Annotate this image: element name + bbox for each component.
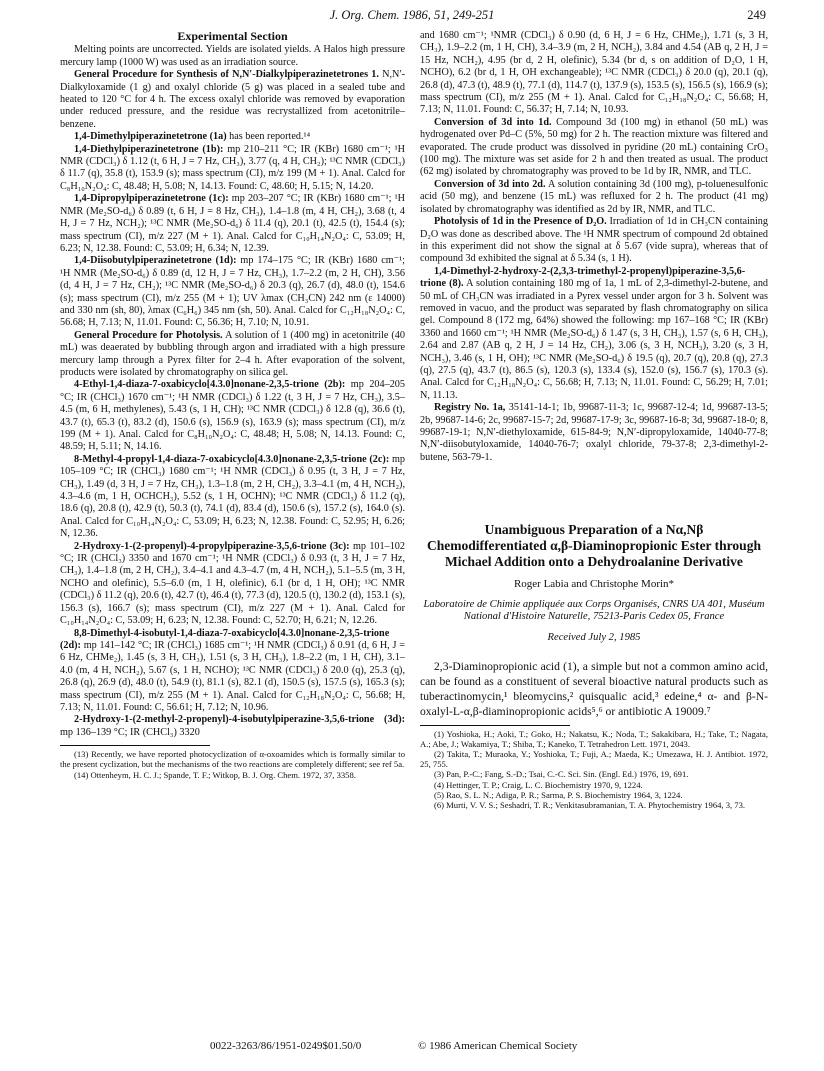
paragraph — [60, 454, 405, 541]
article-authors: Roger Labia and Christophe Morin* — [513, 578, 675, 591]
footnote: (1) Yoshioka, H.; Aoki, T.; Goko, H.; Nakatsu, K.; Noda, T.; Sakakibara, H.; Take, T.; Nagata, A.; Abe, J.; Wakamiya, T.; Shiba, T.; Kaneko, T. Tetrahedron Lett. 1971, 2043. — [420, 728, 768, 749]
footnote: (5) Rao, S. L. N.; Adiga, P. R.; Sarma, P. S. Biochemistry 1964, 3, 1224. — [434, 789, 683, 800]
paragraph-heading: Conversion of 3d into 1d. — [434, 116, 552, 128]
paragraph-text: has been reported.¹⁴ — [226, 131, 311, 143]
article-code: 0022-3263/86/1951-0249$01.50/0 — [210, 1040, 362, 1052]
footnote: (6) Murti, V. V. S.; Seshadri, T. R.; Venkitasubramanian, T. A. Phytochemistry 1964, 3, 73. — [434, 800, 746, 811]
paragraph — [420, 117, 768, 179]
paragraph — [420, 402, 768, 464]
received-date: Received July 2, 1985 — [547, 632, 641, 644]
left-footnotes — [60, 749, 405, 780]
paragraph-text: mp 203–207 °C; IR (KBr) 1680 cm⁻¹; ¹H NMR (Me₂SO-d₆) δ 0.89 (t, 6 H, J = 8 Hz, CH₃), 1.4–1.8 (m, 4 H, CH₂), 3.68 (t, 4 H, J = 7 Hz, NCH₂); ¹³C NMR (Me₂SO-d₆) δ 11.4 (q), 20.1 (t), 42.5 (t), 154.4 (s); mass spectrum (CI), m/z 227 (M + 1). Anal. Calcd for C₁₀H₁₄N₂O₄: C, 53.09; H, 6.23; N, 12.38. Found: C, 53.09; H, 6.34; N, 12.39. — [60, 193, 406, 254]
article-header — [420, 522, 768, 644]
paragraph — [60, 44, 405, 69]
paragraph-heading: 8,8-Dimethyl-4-isobutyl-1,4-diaza-7-oxabicyclo[4.3.0]nonane-2,3,5-trione (2d): — [60, 627, 390, 651]
paragraph — [60, 69, 405, 131]
paragraph-text: mp 136–139 °C; IR (CHCl₃) 3320 — [60, 726, 200, 738]
paragraph-heading: Registry No. 1a, — [434, 402, 506, 414]
paragraph — [60, 628, 405, 715]
paragraph — [60, 193, 405, 255]
paragraph-heading: 1,4-Dimethyl-2-hydroxy-2-(2,3,3-trimethyl-2-propenyl)piperazine-3,5,6-trione (8). — [420, 265, 746, 290]
footnote: (14) Ottenheym, H. C. J.; Spande, T. F.; Witkop, B. J. Org. Chem. 1972, 37, 3358. — [74, 769, 356, 780]
paragraph — [60, 541, 405, 628]
paragraph-text: mp 101–102 °C; IR (CHCl₃) 3350 and 1670 cm⁻¹; ¹H NMR (CDCl₃) δ 0.93 (t, 3 H, J = 7 Hz, CH₃), 1.4–1.8 (m, 2 H, CH₂), 3.4–4.1 and 4.3–4.7 (m, 4 H, NCH₂), 5.1–5.5 (m, 3 H, NCHO and olefinic), 5.5–6.0 (m, 1 H, olefinic), 6.1 (br d, 1 H, OH); ¹³C NMR (CDCl₃) δ 11.2 (q), 20.6 (t), 42.7 (t), 46.4 (t), 77.3 (d), 120.5 (t), 130.2 (d), 153.1 (s), 156.3 (s), 166.7 (s); mass spectrum (CI), m/z 227 (M + 1). Anal. Calcd for C₁₀H₁₄N₂O₄: C, 53.09; H, 6.23; N, 12.38. Found: C, 52.70; H, 6.21; N, 12.26. — [60, 540, 405, 627]
continued-paragraphs — [420, 30, 768, 464]
footnote-rule — [60, 745, 210, 746]
paragraph — [60, 330, 405, 380]
paragraph-heading: 4-Ethyl-1,4-diaza-7-oxabicyclo[4.3.0]nonane-2,3,5-trione (2b): — [74, 379, 346, 391]
paragraph-text: A solution containing 3d (100 mg), p-toluenesulfonic acid (50 mg), and benzene (15 mL) was refluxed for 2 h. The product (41 mg) isolated by chromatography was identified as 2d by IR, NMR, and TLC. — [420, 178, 768, 215]
page-number: 249 — [747, 8, 766, 22]
paragraph-heading: 1,4-Diisobutylpiperazinetetrone (1d): — [74, 255, 237, 267]
article-intro: 2,3-Diaminopropionic acid (1), a simple but not a common amino acid, can be found as a constituent of several bioactive natural products such as tuberactinomycin,¹ bleomycins,² quisqualic acid,³ edeine,⁴ α- and β-N-oxalyl-L-α,β-diaminopropionic acids⁵,⁶ or antibiotic A 19009.⁷ — [420, 659, 768, 718]
footnote: (2) Takita, T.; Muraoka, Y.; Yoshioka, T.; Fuji, A.; Maeda, K.; Umezawa, H. J. Antibiot. 1972, 25, 755. — [420, 749, 768, 770]
footnote: (4) Hettinger, T. P.; Craig, L. C. Biochemistry 1970, 9, 1224. — [434, 779, 643, 790]
paragraph-text: mp 210–211 °C; IR (KBr) 1680 cm⁻¹; ¹H NMR (CDCl₃) δ 1.12 (t, 6 H, J = 7 Hz, CH₃), 3.77 (q, 4 H, CH₂); ¹³C NMR (CDCl₃) δ 11.7 (q), 35.8 (t), 153.9 (s); mass spectrum (CI), m/z 199 (M + 1). Anal. Calcd for C₈H₁₀N₂O₄: C, 48.48; H, 5.08; N, 14.13. Found: C, 48.60; H, 5.15; N, 14.20. — [60, 143, 405, 192]
paragraph — [60, 144, 405, 194]
section-title: Experimental Section — [177, 29, 288, 43]
paragraph — [420, 266, 768, 402]
paragraph — [420, 179, 768, 216]
paragraph-text: A solution of 1 (400 mg) in acetonitrile (40 mL) was deaerated by bubbling through argon and irradiated with a high pressure mercury lamp through a Pyrex filter for 2–4 h. After evaporation of the solvent, products were isolated by chromatography on silica gel. — [60, 329, 405, 378]
paragraph-text: A solution containing 180 mg of 1a, 1 mL of 2,3-dimethyl-2-butene, and 50 mL of CH₃CN was irradiated in a Pyrex vessel under argon for 3 h. Solvent was removed in vacuo, and the product was separated by flash chromatography on silica gel. Compound 8 (172 mg, 64%) showed the following: mp 167–168 °C; IR (KBr) 3360 and 1660 cm⁻¹; ¹H NMR (Me₂SO-d₆) δ 1.47 (s, 3 H, CH₃), 1.57 (s, 6 H, CH₃), 2.64 and 2.87 (AB q, 2 H, J = 14 Hz, CH₂), 3.06 (s, 3 H, NCH₃), 3.20 (s, 3 H, NCH₃), 3.46 (s, 1 H, OH); ¹³C NMR (Me₂SO-d₆) δ 19.5 (q), 20.7 (q), 20.8 (q), 27.3 (q), 27.5 (q), 43.7 (t), 86.5 (s), 120.3 (s), 133.4 (s), 152.0 (s), 156.7 (s), 170.3 (s). Anal. Calcd for C₁₂H₁₈N₂O₄: C, 56.68; H, 7.13; N, 11.01. Found: C, 56.29; H, 7.01; N, 11.13. — [420, 278, 769, 401]
paragraph-heading: Conversion of 3d into 2d. — [434, 178, 546, 190]
copyright: © 1986 American Chemical Society — [418, 1040, 578, 1052]
footnote: (13) Recently, we have reported photocyclization of α-oxoamides which is formally similar to the present cyclization, but the mechanisms of the two reactions are completely different; see ref 5a. — [60, 749, 405, 770]
paragraph — [60, 131, 405, 143]
left-column — [60, 30, 405, 780]
paragraph-text: and 1680 cm⁻¹; ¹NMR (CDCl₃) δ 0.90 (d, 6 H, J = 6 Hz, CHMe₂), 1.71 (s, 3 H, CH₃), 1.9–2.2 (m, 1 H, CH), 3.4–3.9 (m, 2 H, NCH₂), 3.84 and 4.54 (AB q, 2 H, J = 15 Hz, NCH₂), 4.95 (br d, 2 H, olefinic), 5.34 (br d, s on addition of D₂O, 1 H, NCHO), 6.2 (br d, 1 H, OH exchangeable); ¹³C NMR (CDCl₃) δ 20.0 (q), 20.1 (q), 26.8 (d), 47.3 (t), 48.9 (t), 77.1 (d), 114.7 (t), 137.9 (s), 153.5 (s), 156.5 (s), 166.9 (s); mass spectrum (CI), m/z 255 (M + 1). Anal. Calcd for C₁₂H₁₈N₂O₄: C, 56.68; H, 7.13; N, 11.01. Found: C, 56.37; H, 7.14; N, 10.93. — [420, 30, 768, 116]
paragraph-text: N,N′-Dialkyloxamide (1 g) and oxalyl chloride (5 g) was placed in a sealed tube and heated to 120 °C for 4 h. The excess oxalyl chloride was removed by evaporation under reduced pressure, and the residue was recrystallized from acetonitrile–benzene. — [60, 69, 405, 130]
paragraph-heading: 2-Hydroxy-1-(2-methyl-2-propenyl)-4-isobutylpiperazine-3,5,6-trione (3d): — [74, 714, 405, 726]
article-affiliation: Laboratoire de Chimie appliquée aux Corps Organisés, CNRS UA 401, Muséum National d'Histoire Naturelle, 75213-Paris Cedex 05, France — [423, 598, 765, 623]
paragraph — [60, 714, 405, 739]
footnote: (3) Pan, P.-C.; Fang, S.-D.; Tsai, C.-C. Sci. Sin. (Engl. Ed.) 1976, 19, 691. — [434, 769, 689, 780]
paragraph-heading: 8-Methyl-4-propyl-1,4-diaza-7-oxabicyclo[4.3.0]nonane-2,3,5-trione (2c): — [74, 453, 390, 465]
running-head: J. Org. Chem. 1986, 51, 249-251 — [329, 8, 495, 22]
experimental-paragraphs — [60, 44, 405, 739]
paragraph-heading: 2-Hydroxy-1-(2-propenyl)-4-propylpiperazine-3,5,6-trione (3c): — [74, 540, 350, 552]
paragraph-heading: General Procedure for Synthesis of N,N′-Dialkylpiperazinetetrones 1. — [74, 69, 379, 81]
paragraph — [60, 255, 405, 329]
right-footnotes — [420, 729, 768, 811]
paragraph-text: Melting points are uncorrected. Yields are isolated yields. A Halos high pressure mercury lamp (1000 W) was used as an irradiation source. — [60, 44, 405, 68]
paragraph-text: 35141-14-1; 1b, 99687-11-3; 1c, 99687-12-4; 1d, 99687-13-5; 2b, 99687-14-6; 2c, 99687-15-7; 2d, 99687-17-9; 3c, 99687-16-8; 3d, 99687-18-0; 8, 99687-19-1; N,N′-diethyloxamide, 615-84-9; N,N′-dipropyloxamide, 14040-77-8; N,N′-diisobutyloxamide, 14040-76-7; oxalyl chloride, 79-37-8; 2,3-dimethyl-2-butene, 563-79-1. — [420, 402, 769, 463]
paragraph-heading: 1,4-Dimethylpiperazinetetrone (1a) — [74, 131, 227, 143]
paragraph — [60, 379, 405, 453]
paragraph — [420, 30, 768, 117]
footnote-rule — [420, 725, 570, 726]
paragraph-text: mp 105–109 °C; IR (CHCl₃) 1680 cm⁻¹; ¹H NMR (CDCl₃) δ 0.95 (t, 3 H, J = 7 Hz, CH₃), 1.49 (d, 3 H, J = 7 Hz, CH₃), 1.3–1.8 (m, 2 H, CH₂), 3.3–4.1 (m, 4 H, NCH₂), 4.3–4.6 (m, 1 H, OCHCH₃), 5.52 (s, 1 H, OCHN); ¹³C NMR (CDCl₃) δ 11.2 (q), 18.6 (q), 20.8 (t), 42.9 (t), 50.3 (t), 74.1 (d), 83.4 (d), 150.6 (s), 157.2 (s), 164.0 (s). Anal. Calcd for C₁₀H₁₄N₂O₄: C, 53.09; H, 6.23; N, 12.38. Found: C, 52.95; H, 6.26; N, 12.36. — [60, 453, 405, 540]
paragraph-heading: General Procedure for Photolysis. — [74, 329, 223, 341]
paragraph-text: mp 204–205 °C; IR (CHCl₃) 1670 cm⁻¹; ¹H NMR (CDCl₃) δ 1.22 (t, 3 H, J = 7 Hz, CH₃), 3.5–4.5 (m, 6 H, methylenes), 5.43 (s, 1 H, CH); ¹³C NMR (CDCl₃) δ 12.8 (q), 36.6 (t), 43.7 (t), 65.3 (t), 83.2 (d), 150.6 (s), 156.9 (s), 163.9 (s); mass spectrum (CI), m/z 199 (M + 1). Anal. Calcd for C₈H₁₀N₂O₄: C, 48.48; H, 5.08; N, 14.13. Found: C, 48.59; H, 5.11; N, 14.16. — [60, 379, 405, 453]
paragraph-text: Irradiation of 1d in CH₃CN containing D₂O was done as described above. The ¹H NMR spectrum of compound 2d obtained in this experiment did not show the signal at δ 5.67 (vide supra), whereas that of compound 3d exhibited the signal at δ 5.34 (s, 1 H). — [420, 216, 768, 265]
paragraph — [420, 216, 768, 266]
page-header — [0, 6, 824, 28]
paragraph-heading: 1,4-Diethylpiperazinetetrone (1b): — [74, 143, 224, 155]
paragraph-heading: 1,4-Dipropylpiperazinetetrone (1c): — [74, 193, 229, 205]
right-column — [420, 30, 768, 810]
paragraph-text: mp 174–175 °C; IR (KBr) 1680 cm⁻¹; ¹H NMR (Me₂SO-d₆) δ 0.89 (d, 12 H, J = 7 Hz, CH₃), 1.7–2.2 (m, 2 H, CH), 3.56 (d, 4 H, J = 7 Hz, CH₂); ¹³C NMR (Me₂SO-d₆) δ 20.3 (q), 26.7 (d), 48.0 (t), 154.6 (s); mass spectrum (CI), m/z 255 (M + 1); UV λmax (CH₃CN) 242 nm (ε 14000) and 330 nm (sh, 80), λmax (C₆H₆) 345 nm (sh, 50). Anal. Calcd for C₁₂H₁₈N₂O₄: C, 56.68; H, 7.13; N, 11.01. Found: C, 56.36; H, 7.10; N, 10.91. — [60, 255, 405, 329]
paragraph-text: Compound 3d (100 mg) in ethanol (50 mL) was hydrogenated over Pd–C (5%, 50 mg) for 2 h. The reaction mixture was filtered and evaporated. The crude product was dissolved in pyridine (20 mL) containing CrO₃ (100 mg). The mixture was set aside for 2 h and then treated as usual. The product (62 mg) isolated by chromatography was proved to be 1d by IR, NMR, and TLC. — [420, 116, 769, 178]
article-title: Unambiguous Preparation of a Nα,Nβ Chemodifferentiated α,β-Diaminopropionic Ester through Michael Addition onto a Dehydroalanine Derivative — [427, 522, 761, 570]
paragraph-heading: Photolysis of 1d in the Presence of D₂O. — [434, 216, 607, 228]
paragraph-text: mp 141–142 °C; IR (CHCl₃) 1685 cm⁻¹; ¹H NMR (CDCl₃) δ 0.91 (d, 6 H, J = 6 Hz, CHMe₂), 1.45 (s, 3 H, CH₃), 1.51 (s, 3 H, CH₃), 1.8–2.2 (m, 1 H, CH), 3.1–4.0 (m, 4 H, NCH₂), 5.67 (s, 1 H, NCHO); ¹³C NMR (CDCl₃) δ 20.0 (q), 25.3 (q), 26.8 (q), 26.9 (d), 48.0 (t), 54.9 (t), 81.1 (s), 82.1 (d), 150.5 (s), 157.5 (s), 165.3 (s); mass spectrum (CI), m/z 255 (M + 1). Anal. Calcd for C₁₂H₁₈N₂O₄: C, 56.68; H, 7.13; N, 11.01. Found: C, 56.61; H, 7.12; N, 10.96. — [60, 639, 405, 713]
